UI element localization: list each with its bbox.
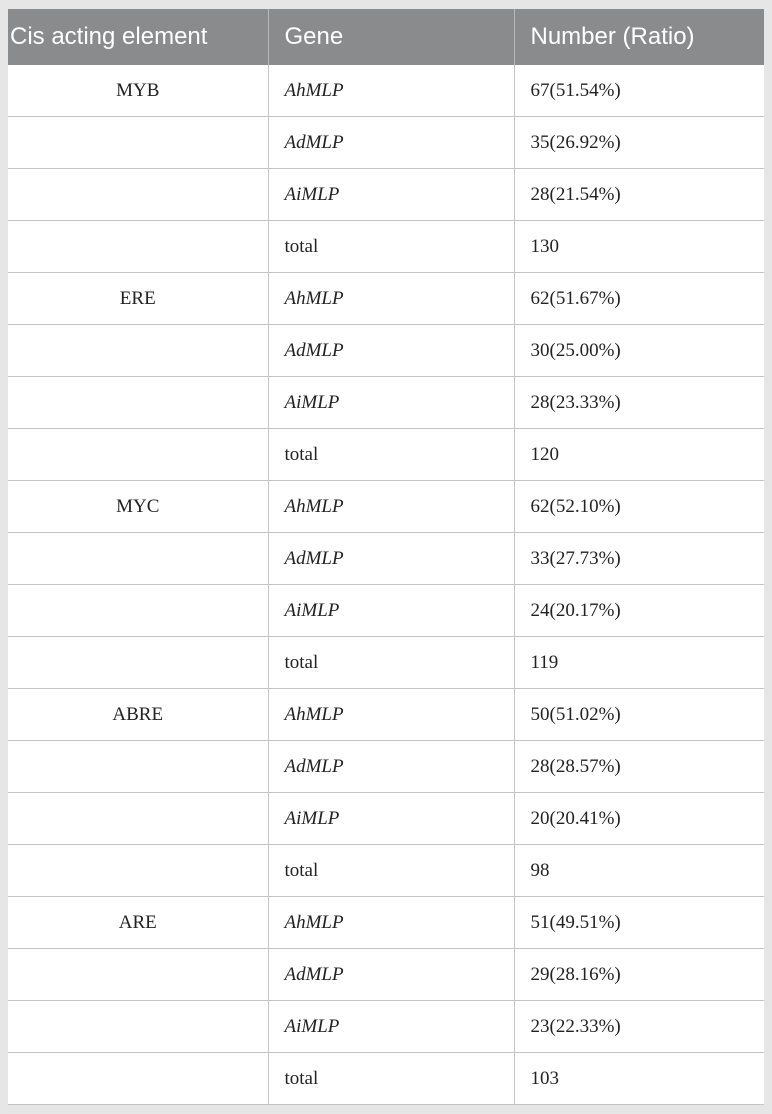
cell-gene: AiMLP (268, 377, 514, 429)
cell-gene: AhMLP (268, 481, 514, 533)
table-row (8, 585, 764, 637)
table-row (8, 845, 764, 897)
cell-number-ratio: 29(28.16%) (514, 949, 764, 1001)
table-row (8, 481, 764, 533)
cell-number-ratio: 98 (514, 845, 764, 897)
table-row (8, 65, 764, 117)
table-row (8, 793, 764, 845)
cell-cis-element: MYC (8, 481, 268, 533)
table-row (8, 429, 764, 481)
cell-number-ratio: 119 (514, 637, 764, 689)
cell-gene: AdMLP (268, 117, 514, 169)
cell-gene: AiMLP (268, 793, 514, 845)
cell-gene: total (268, 429, 514, 481)
cell-gene: total (268, 637, 514, 689)
cell-cis-element (8, 1053, 268, 1105)
cell-number-ratio: 120 (514, 429, 764, 481)
table-row (8, 273, 764, 325)
cell-gene: AdMLP (268, 741, 514, 793)
table-row (8, 377, 764, 429)
cell-gene: AhMLP (268, 689, 514, 741)
cell-number-ratio: 23(22.33%) (514, 1001, 764, 1053)
cell-gene: AdMLP (268, 949, 514, 1001)
cell-number-ratio: 35(26.92%) (514, 117, 764, 169)
cell-gene: AiMLP (268, 169, 514, 221)
cell-number-ratio: 130 (514, 221, 764, 273)
header-gene: Gene (268, 9, 514, 65)
cell-gene: total (268, 221, 514, 273)
cell-cis-element (8, 793, 268, 845)
cis-element-table (8, 9, 764, 1105)
cell-cis-element: ARE (8, 897, 268, 949)
cell-cis-element (8, 585, 268, 637)
cell-cis-element (8, 169, 268, 221)
cell-number-ratio: 28(28.57%) (514, 741, 764, 793)
table-body (8, 65, 764, 1105)
table-row (8, 169, 764, 221)
header-number-ratio: Number (Ratio) (514, 9, 764, 65)
cell-gene: total (268, 1053, 514, 1105)
table-row (8, 221, 764, 273)
table-row (8, 637, 764, 689)
cell-cis-element (8, 377, 268, 429)
cell-number-ratio: 28(23.33%) (514, 377, 764, 429)
table-row (8, 741, 764, 793)
cell-cis-element (8, 221, 268, 273)
table-row (8, 1001, 764, 1053)
cell-number-ratio: 67(51.54%) (514, 65, 764, 117)
table-row (8, 689, 764, 741)
cell-gene: AhMLP (268, 897, 514, 949)
table-row (8, 897, 764, 949)
table-row (8, 1053, 764, 1105)
table-row (8, 325, 764, 377)
cell-gene: AiMLP (268, 1001, 514, 1053)
table-row (8, 117, 764, 169)
cell-number-ratio: 51(49.51%) (514, 897, 764, 949)
table-row (8, 533, 764, 585)
cell-number-ratio: 62(52.10%) (514, 481, 764, 533)
cell-gene: AiMLP (268, 585, 514, 637)
cell-gene: AhMLP (268, 65, 514, 117)
cell-cis-element (8, 845, 268, 897)
table-row (8, 949, 764, 1001)
cell-cis-element (8, 533, 268, 585)
cell-number-ratio: 24(20.17%) (514, 585, 764, 637)
cell-number-ratio: 30(25.00%) (514, 325, 764, 377)
cell-gene: total (268, 845, 514, 897)
cell-number-ratio: 20(20.41%) (514, 793, 764, 845)
cell-cis-element (8, 117, 268, 169)
cell-gene: AdMLP (268, 533, 514, 585)
cell-number-ratio: 50(51.02%) (514, 689, 764, 741)
cell-cis-element (8, 429, 268, 481)
cell-cis-element: MYB (8, 65, 268, 117)
cell-cis-element: ABRE (8, 689, 268, 741)
cell-gene: AhMLP (268, 273, 514, 325)
cell-cis-element (8, 637, 268, 689)
cell-number-ratio: 28(21.54%) (514, 169, 764, 221)
cell-cis-element (8, 741, 268, 793)
cell-cis-element: ERE (8, 273, 268, 325)
cell-number-ratio: 62(51.67%) (514, 273, 764, 325)
cell-cis-element (8, 325, 268, 377)
cell-cis-element (8, 1001, 268, 1053)
cell-cis-element (8, 949, 268, 1001)
cell-gene: AdMLP (268, 325, 514, 377)
cell-number-ratio: 103 (514, 1053, 764, 1105)
header-cis-acting-element: Cis acting element (8, 9, 268, 65)
header-row (8, 9, 764, 65)
cell-number-ratio: 33(27.73%) (514, 533, 764, 585)
